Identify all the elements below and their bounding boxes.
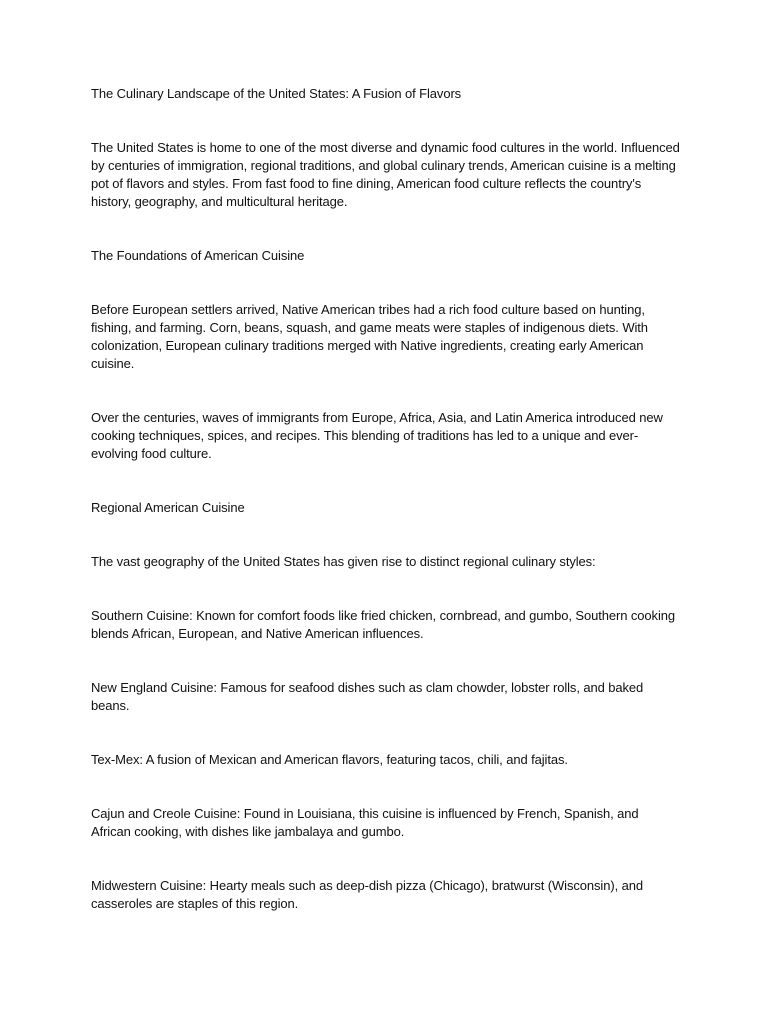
paragraph-spacer (91, 211, 681, 247)
midwestern-cuisine-paragraph: Midwestern Cuisine: Hearty meals such as deep-dish pizza (Chicago), bratwurst (Wisconsin), and casseroles are staples of this region. (91, 878, 643, 911)
paragraph-spacer (91, 643, 681, 679)
foundations-paragraph-2: Over the centuries, waves of immigrants from Europe, Africa, Asia, and Latin America introduced new cooking techniques, spices, and recipes. This blending of traditions has led to a unique and ever-evolving food culture. (91, 410, 663, 461)
paragraph-spacer (91, 571, 681, 607)
section-heading-regional: Regional American Cuisine (91, 500, 245, 515)
paragraph-spacer (91, 103, 681, 139)
paragraph-spacer (91, 373, 681, 409)
document-page (91, 85, 681, 913)
new-england-cuisine-paragraph: New England Cuisine: Famous for seafood dishes such as clam chowder, lobster rolls, and baked beans. (91, 680, 644, 713)
paragraph-spacer (91, 517, 681, 553)
paragraph-spacer (91, 463, 681, 499)
regional-intro-paragraph: The vast geography of the United States has given rise to distinct regional culinary styles: (91, 554, 596, 569)
tex-mex-paragraph: Tex-Mex: A fusion of Mexican and American flavors, featuring tacos, chili, and fajitas. (91, 752, 568, 767)
paragraph-spacer (91, 265, 681, 301)
document-title: The Culinary Landscape of the United States: A Fusion of Flavors (91, 86, 462, 101)
section-heading-foundations: The Foundations of American Cuisine (91, 248, 305, 263)
cajun-creole-paragraph: Cajun and Creole Cuisine: Found in Louisiana, this cuisine is influenced by French, Spanish, and African cooking, with dishes like jambalaya and gumbo. (91, 806, 639, 839)
paragraph-spacer (91, 769, 681, 805)
southern-cuisine-paragraph: Southern Cuisine: Known for comfort foods like fried chicken, cornbread, and gumbo, Southern cooking blends African, European, and Native American influences. (91, 608, 676, 641)
paragraph-spacer (91, 841, 681, 877)
paragraph-spacer (91, 715, 681, 751)
foundations-paragraph-1: Before European settlers arrived, Native American tribes had a rich food culture based on hunting, fishing, and farming. Corn, beans, squash, and game meats were staples of indigenous diets. With colonization, European culinary traditions merged with Native ingredients, creating early American cuisine. (91, 302, 648, 371)
intro-paragraph: The United States is home to one of the most diverse and dynamic food cultures in the world. Influenced by centuries of immigration, regional traditions, and global culinary trends, American cuisine is a melting pot of flavors and styles. From fast food to fine dining, American food culture reflects the country's history, geography, and multicultural heritage. (91, 140, 680, 209)
